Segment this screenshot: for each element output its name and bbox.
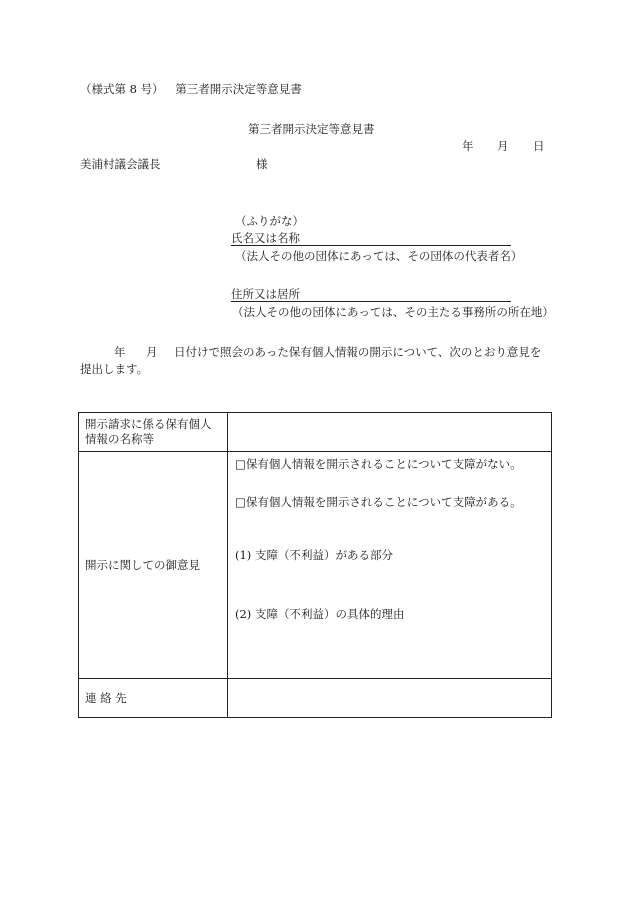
furigana-label: （ふりがな） xyxy=(235,214,304,228)
request-info-label: 開示請求に係る保有個人情報の名称等 xyxy=(85,417,212,446)
body-line2: 提出します。 xyxy=(80,362,149,376)
opinion-table xyxy=(78,412,552,718)
opinion-label-cell xyxy=(79,452,228,679)
request-info-label-cell xyxy=(79,413,228,452)
form-header xyxy=(80,81,302,97)
body-line1: 日付けで照会のあった保有個人情報の開示について、次のとおり意見を xyxy=(174,345,542,359)
table-row xyxy=(79,679,552,718)
recipient-name: 美浦村議会議長 xyxy=(80,157,161,171)
recipient-honorific: 様 xyxy=(256,157,268,171)
table-row xyxy=(79,413,552,452)
contact-value-cell[interactable] xyxy=(228,679,552,718)
item-specific-reason: (2) 支障（不利益）の具体的理由 xyxy=(235,607,405,621)
date-month: 月 xyxy=(497,139,509,153)
opinion-label: 開示に関しての御意見 xyxy=(85,557,200,572)
form-title-header: 第三者開示決定等意見書 xyxy=(175,82,302,96)
date-year: 年 xyxy=(462,139,474,153)
name-label: 氏名又は名称 xyxy=(231,231,300,245)
opinion-value-cell[interactable] xyxy=(228,452,552,679)
contact-label-cell xyxy=(79,679,228,718)
name-note: （法人その他の団体にあっては、その団体の代表者名） xyxy=(235,249,523,263)
option-issue[interactable]: □保有個人情報を開示されることについて支障がある。 xyxy=(235,495,522,509)
address-note: （法人その他の団体にあっては、その主たる事務所の所在地） xyxy=(232,305,554,319)
table-row xyxy=(79,452,552,679)
request-info-value-cell[interactable] xyxy=(228,413,552,452)
address-label: 住所又は居所 xyxy=(231,287,300,301)
document-title: 第三者開示決定等意見書 xyxy=(248,122,375,136)
option-no-issue[interactable]: □保有個人情報を開示されることについて支障がない。 xyxy=(235,457,522,471)
date-day: 日 xyxy=(533,139,545,153)
body-month: 月 xyxy=(146,345,158,359)
body-year: 年 xyxy=(114,345,126,359)
item-affected-part: (1) 支障（不利益）がある部分 xyxy=(235,548,393,562)
name-field xyxy=(231,230,511,246)
contact-label: 連 絡 先 xyxy=(85,690,127,705)
form-label: （様式第 8 号） xyxy=(80,82,164,96)
address-field xyxy=(231,286,511,302)
